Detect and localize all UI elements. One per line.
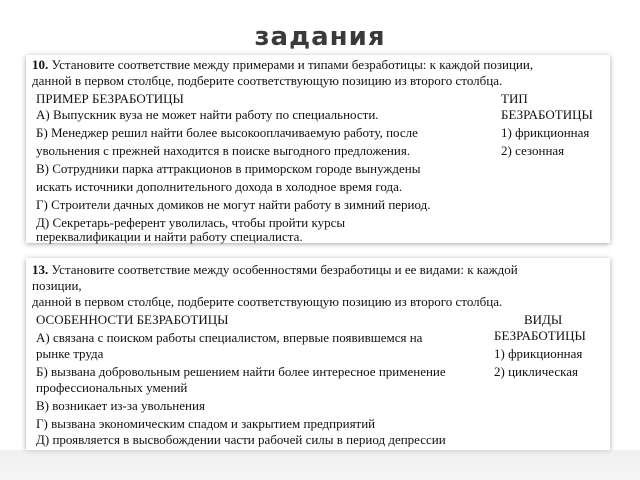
task-13-type: 1) фрикционная [494, 346, 583, 361]
task-10-item: Б) Менеджер решил найти более высокооплачиваемую работу, после [36, 125, 418, 140]
task-13-right-header-2: БЕЗРАБОТИЦЫ [494, 328, 586, 343]
task-10-item: А) Выпускник вуза не может найти работу по специальности. [36, 107, 379, 122]
task-10-type: 1) фрикционная [501, 125, 590, 140]
task-13-instruction-3: данной в первом столбце, подберите соответствующую позицию из второго столбца. [32, 294, 503, 309]
slide-reflection [0, 450, 640, 480]
task-13-item: рынке труда [36, 346, 104, 361]
task-10-item: В) Сотрудники парка аттракционов в приморском городе вынуждены [36, 161, 421, 176]
task-13-instruction-1: Установите соответствие между особенностями безработицы и ее видами: к каждой [51, 262, 518, 277]
task-10-instruction-2: данной в первом столбце, подберите соответствующую позицию из второго столбца. [32, 73, 503, 88]
task-10-right-header-1: ТИП [501, 91, 528, 106]
task-13-item: Б) вызвана добровольным решением найти более интересное применение [36, 364, 446, 379]
task-10-type: 2) сезонная [501, 143, 565, 158]
task-13-type: 2) циклическая [494, 364, 579, 379]
task-10-right-header-2: БЕЗРАБОТИЦЫ [501, 107, 593, 122]
task-13-right-header-1: ВИДЫ [524, 312, 563, 327]
task-13-item: Г) вызвана экономическим спадом и закрытием предприятий [36, 416, 376, 431]
task-10-item: увольнения с прежней находится в поиске выгодного предложения. [36, 143, 411, 158]
task-10-item: Д) Секретарь-референт уволилась, чтобы пройти курсы [36, 215, 346, 230]
task-13-item: А) связана с поиском работы специалистом, впервые появившемся на [36, 330, 423, 345]
task-10-item: переквалификации и найти работу специалиста. [36, 229, 303, 244]
task-10-card [26, 55, 610, 243]
task-13-heading [32, 262, 518, 278]
task-10-item: Г) Строители дачных домиков не могут найти работу в зимний период. [36, 197, 431, 212]
task-13-card [26, 258, 610, 450]
task-10-left-header: ПРИМЕР БЕЗРАБОТИЦЫ [36, 91, 184, 106]
task-10-number: 10. [32, 57, 49, 72]
slide-title: задания [254, 22, 386, 52]
task-13-instruction-2: позиции, [32, 278, 82, 293]
task-10-instruction-1: Установите соответствие между примерами и типами безработицы: к каждой позиции, [51, 57, 534, 72]
task-13-item: Д) проявляется в высвобождении части рабочей силы в период депрессии [36, 432, 446, 447]
task-13-number: 13. [32, 262, 49, 277]
task-10-heading [32, 57, 533, 73]
task-13-item: В) возникает из-за увольнения [36, 398, 205, 413]
task-13-left-header: ОСОБЕННОСТИ БЕЗРАБОТИЦЫ [36, 312, 229, 327]
task-10-item: искать источники дополнительного дохода в холодное время года. [36, 179, 403, 194]
task-13-item: профессиональных умений [36, 380, 188, 395]
